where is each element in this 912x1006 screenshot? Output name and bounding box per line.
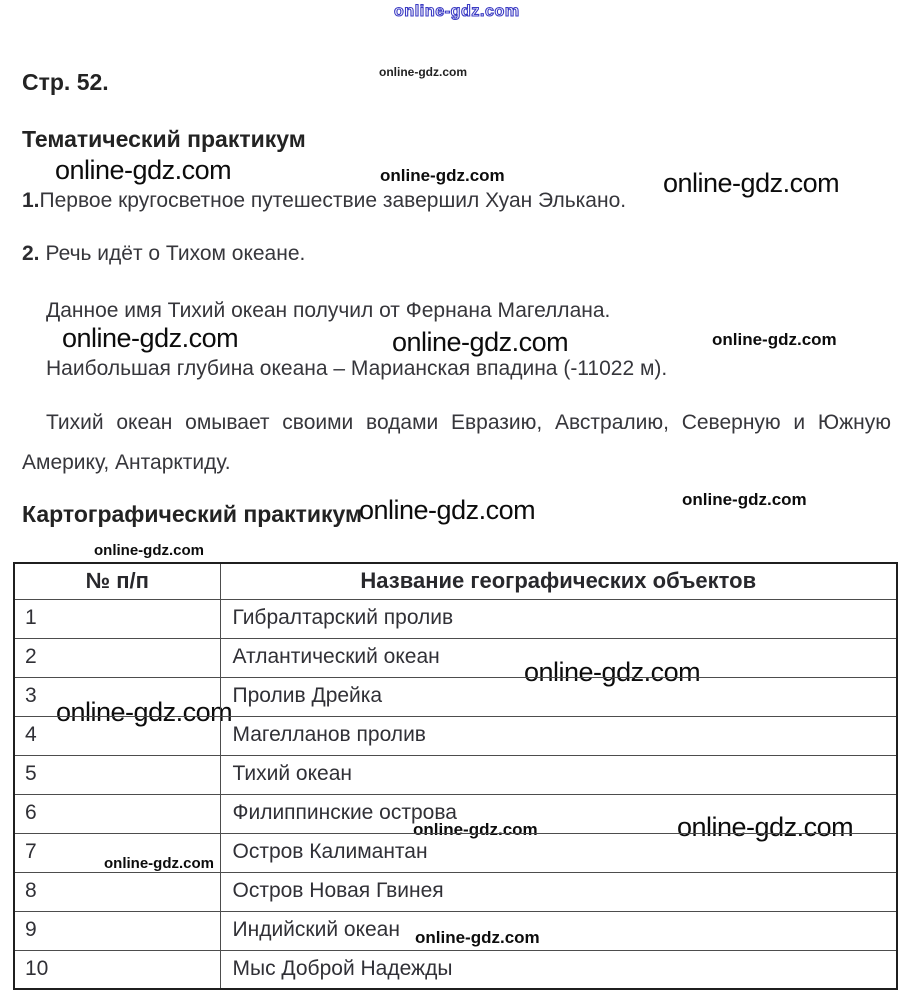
object-name-cell: Филиппинские острова [220,794,897,833]
answer-2 [22,242,305,266]
row-number-cell: 10 [14,950,220,989]
table-row [14,833,897,872]
watermark: online-gdz.com [712,330,837,349]
paragraph-ocean-name: Данное имя Тихий океан получил от Фернана Магеллана. [46,299,611,322]
header-cell-number: № п/п [14,563,220,599]
row-number-cell: 3 [14,677,220,716]
table-row [14,755,897,794]
table-row [14,950,897,989]
row-number-cell: 2 [14,638,220,677]
watermark: online-gdz.com [104,855,214,872]
section-title-thematic: Тематический практикум [22,126,306,152]
paragraph-ocean-washes-line1: Тихий океан омывает своими водами Евразию, Австралию, Северную и Южную [46,411,891,434]
object-name-cell: Тихий океан [220,755,897,794]
table-row [14,599,897,638]
row-number-cell: 9 [14,911,220,950]
watermark: online-gdz.com [677,812,854,842]
watermark: online-gdz.com [379,65,467,79]
paragraph-ocean-washes-line2: Америку, Антарктиду. [22,451,231,474]
table-row [14,794,897,833]
object-name-cell: Пролив Дрейка [220,677,897,716]
answer-2-text: Речь идёт о Тихом океане. [45,242,306,265]
table-row [14,638,897,677]
watermark: online-gdz.com [62,323,239,353]
header-cell-object-name: Название географических объектов [220,563,897,599]
page-number-label: Стр. 52. [22,69,109,95]
watermark: online-gdz.com [682,490,807,509]
watermark: online-gdz.com [413,820,538,839]
row-number-cell: 6 [14,794,220,833]
watermark: online-gdz.com [55,155,232,185]
watermark: online-gdz.com [56,697,233,727]
row-number-cell: 4 [14,716,220,755]
table-row [14,716,897,755]
table-row [14,872,897,911]
paragraph-ocean-depth: Наибольшая глубина океана – Марианская впадина (-11022 м). [46,357,668,380]
answer-1-number: 1. [22,189,40,212]
object-name-cell: Мыс Доброй Надежды [220,950,897,989]
watermark: online-gdz.com [524,657,701,687]
geo-objects-table [13,562,898,990]
object-name-cell: Остров Калимантан [220,833,897,872]
object-name-cell: Индийский океан [220,911,897,950]
row-number-cell: 1 [14,599,220,638]
table-row [14,677,897,716]
answer-2-number: 2. [22,242,40,265]
answer-1-text: Первое кругосветное путешествие завершил Хуан Элькано. [39,189,627,212]
row-number-cell: 5 [14,755,220,794]
object-name-cell: Магелланов пролив [220,716,897,755]
object-name-cell: Гибралтарский пролив [220,599,897,638]
watermark: online-gdz.com [663,168,840,198]
row-number-cell: 7 [14,833,220,872]
table-header-row [14,563,897,599]
watermark: online-gdz.com [94,542,204,559]
object-name-cell: Остров Новая Гвинея [220,872,897,911]
object-name-cell: Атлантический океан [220,638,897,677]
row-number-cell: 8 [14,872,220,911]
watermark: online-gdz.com [415,928,540,947]
watermark-outline: online-gdz.com [394,3,520,20]
section-title-cartographic: Картографический практикум [22,501,363,527]
answer-1 [22,189,626,213]
watermark: online-gdz.com [359,495,536,525]
watermark: online-gdz.com [380,166,505,185]
table-row [14,911,897,950]
watermark: online-gdz.com [392,327,569,357]
